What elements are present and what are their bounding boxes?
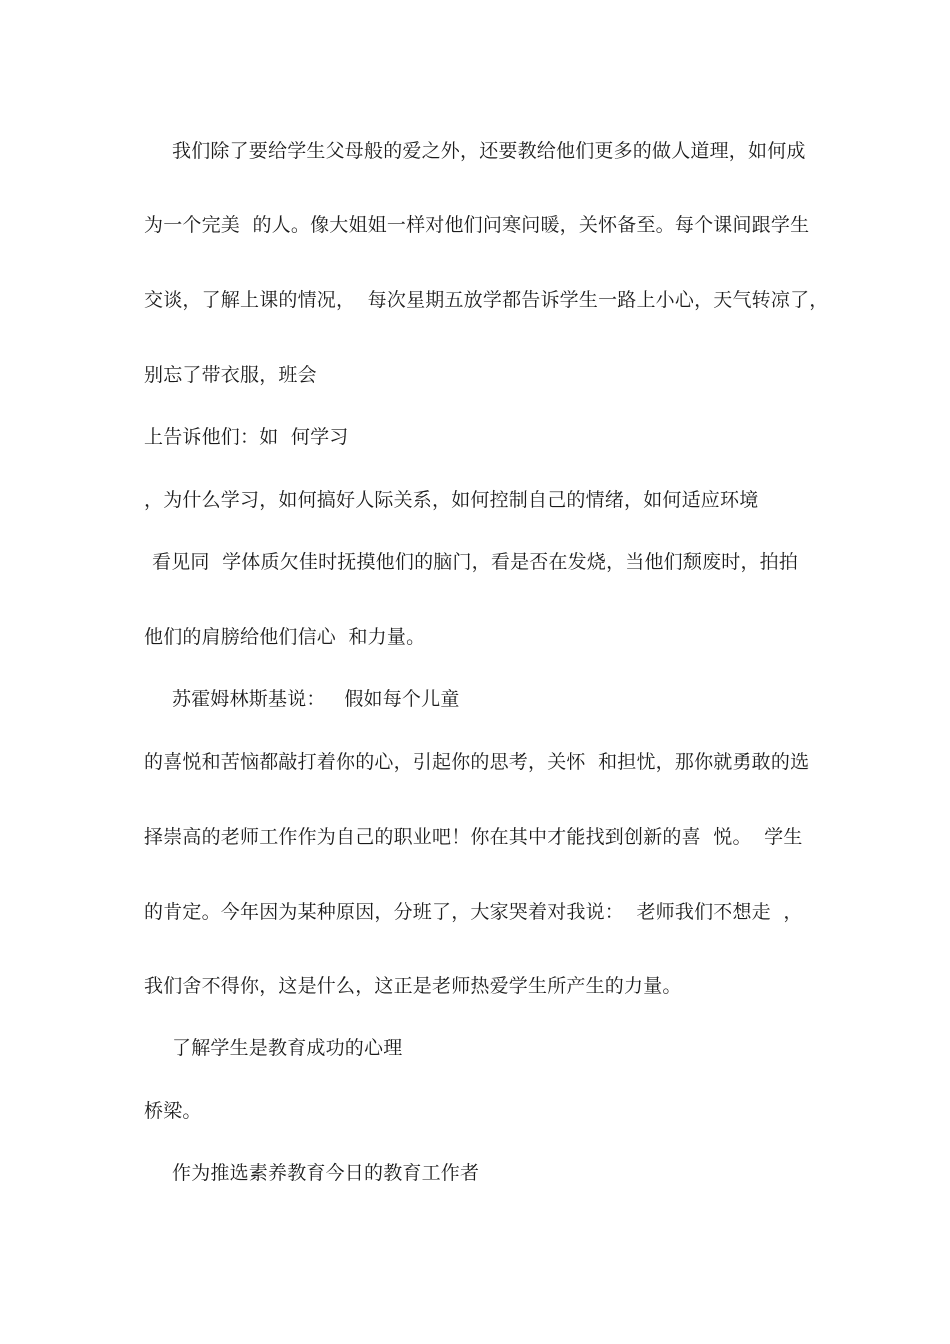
text-line-14: 了解学生是教育成功的心理 — [172, 1037, 403, 1059]
text-line-4: 别忘了带衣服，班会 — [144, 364, 317, 386]
text-line-15: 桥梁。 — [144, 1100, 202, 1122]
text-line-10: 的喜悦和苦恼都敲打着你的心，引起你的思考，关怀 和担忧，那你就勇敢的选 — [144, 751, 810, 773]
text-line-2: 为一个完美 的人。像大姐姐一样对他们问寒问暖，关怀备至。每个课间跟学生 — [144, 214, 810, 236]
text-line-8: 他们的肩膀给他们信心 和力量。 — [144, 626, 426, 648]
text-line-13: 我们舍不得你，这是什么，这正是老师热爱学生所产生的力量。 — [144, 975, 682, 997]
text-line-16: 作为推选素养教育今日的教育工作者 — [172, 1162, 480, 1184]
text-line-5: 上告诉他们：如 何学习 — [144, 426, 349, 448]
text-line-12: 的肯定。今年因为某种原因，分班了，大家哭着对我说： 老师我们不想走 ， — [144, 901, 803, 923]
text-line-9: 苏霍姆林斯基说： 假如每个儿童 — [172, 688, 460, 710]
text-line-3: 交谈，了解上课的情况， 每次星期五放学都告诉学生一路上小心，天气转凉了， — [144, 289, 829, 311]
text-line-11: 择崇高的老师工作作为自己的职业吧！你在其中才能找到创新的喜 悦。 学生 — [144, 826, 803, 848]
text-line-7: 看见同 学体质欠佳时抚摸他们的脑门，看是否在发烧，当他们颓废时，拍拍 — [152, 551, 799, 573]
text-line-6: ，为什么学习，如何搞好人际关系，如何控制自己的情绪，如何适应环境 — [144, 489, 759, 511]
text-line-1: 我们除了要给学生父母般的爱之外，还要教给他们更多的做人道理，如何成 — [172, 140, 806, 162]
